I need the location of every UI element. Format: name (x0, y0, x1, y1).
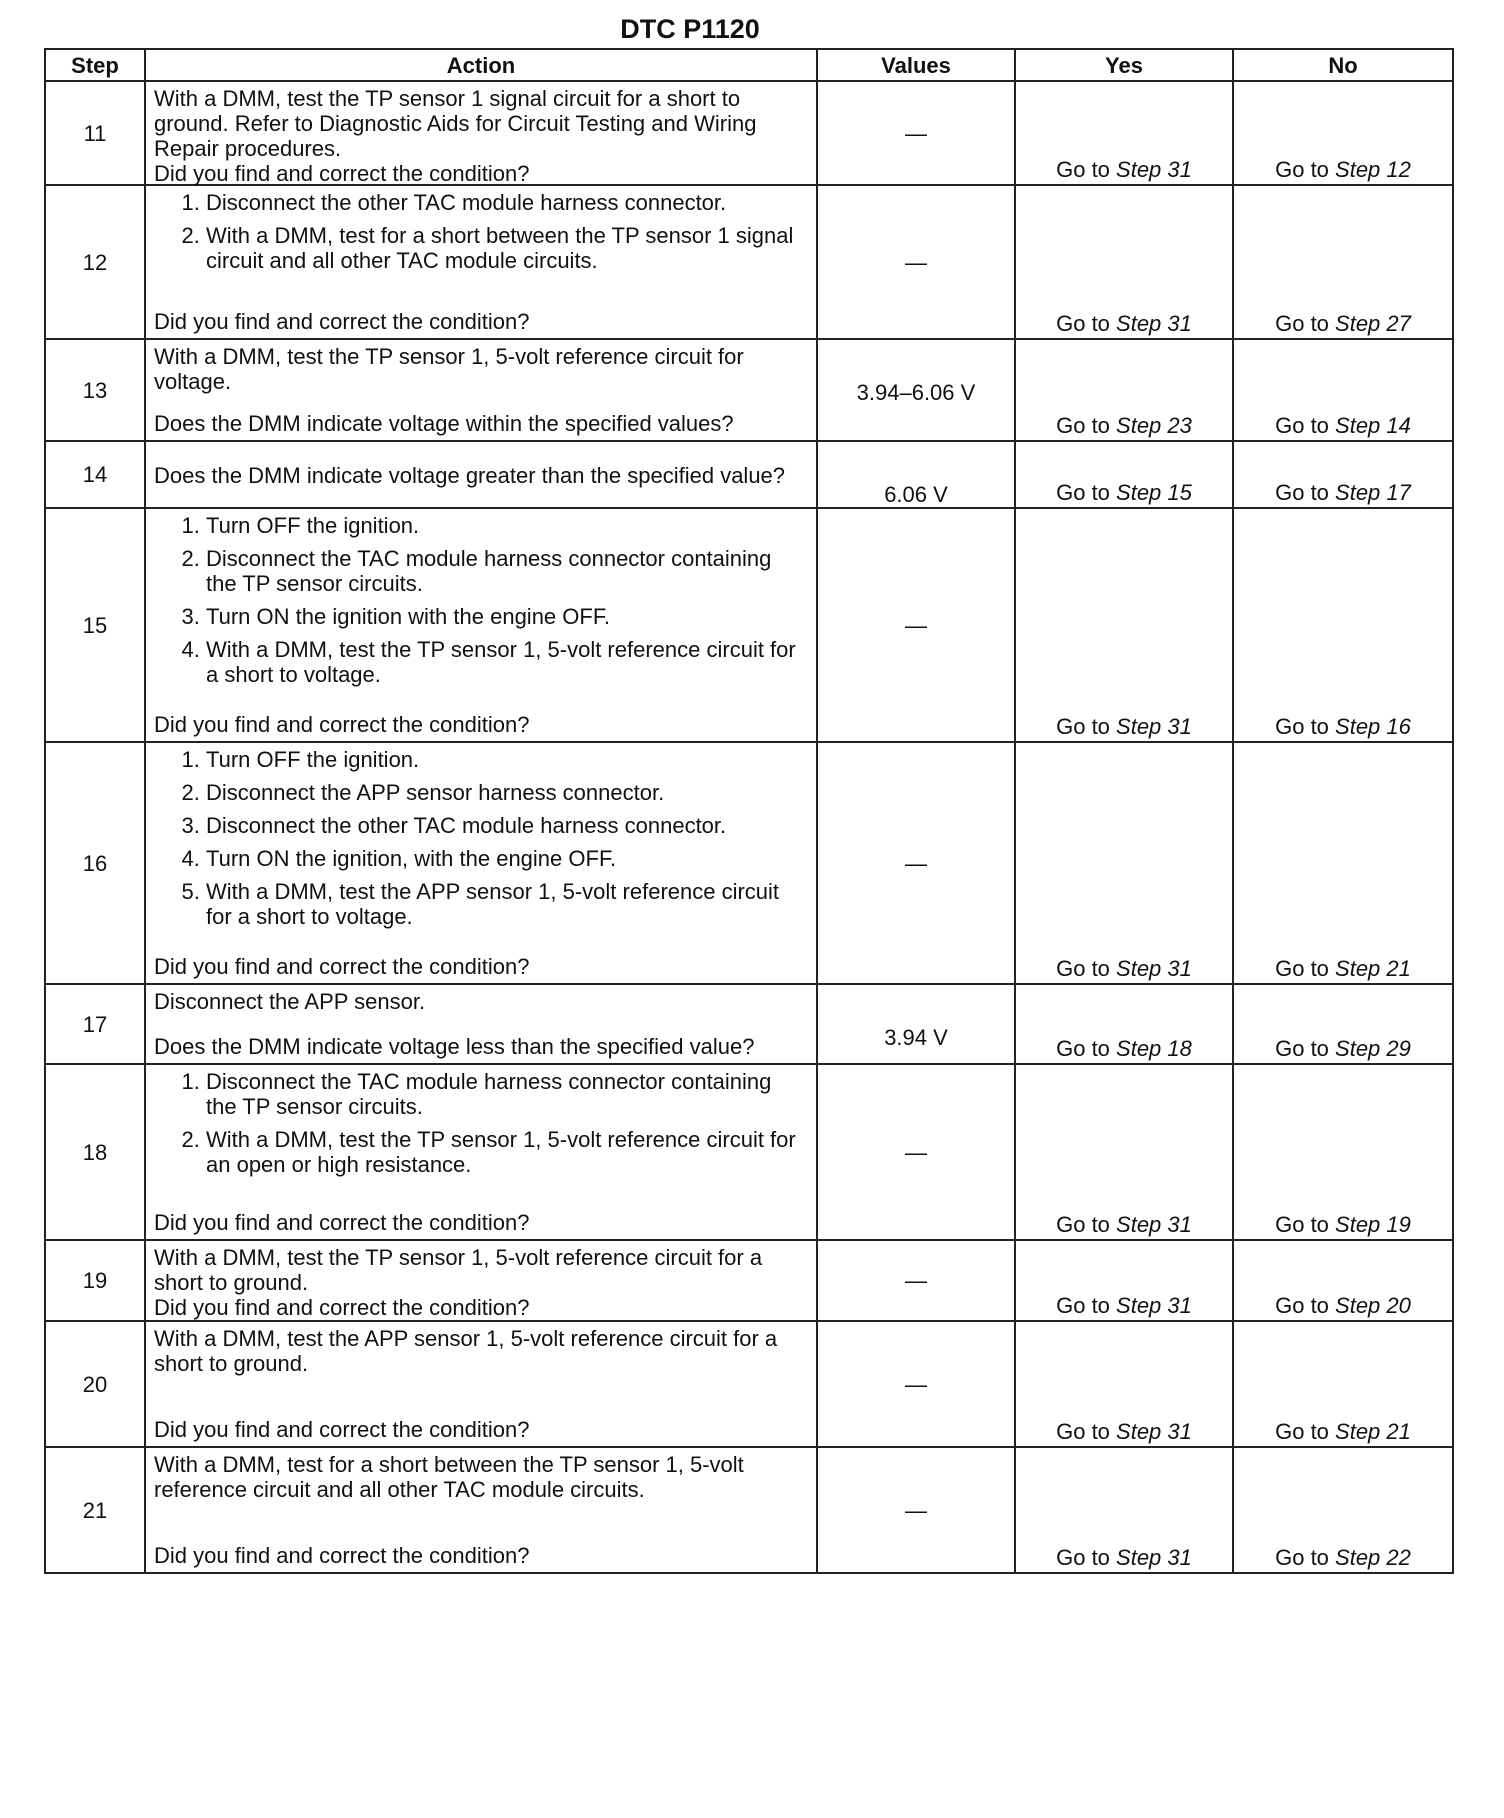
go-prefix: Go to (1275, 714, 1336, 739)
action-cell (145, 441, 817, 508)
step-number: 13 (45, 339, 145, 441)
values-cell: — (817, 1064, 1015, 1240)
table-row (45, 984, 1453, 1064)
go-prefix: Go to (1056, 1036, 1117, 1061)
no-goto (1233, 81, 1453, 185)
values-cell: 3.94 V (817, 984, 1015, 1064)
action-step-item: 1. Turn OFF the ignition. (206, 747, 808, 772)
action-step-item: 4. With a DMM, test the TP sensor 1, 5-volt reference circuit for a short to voltage. (206, 637, 808, 687)
no-goto (1233, 1447, 1453, 1573)
action-text: With a DMM, test the TP sensor 1, 5-volt reference circuit for a short to ground. (154, 1245, 763, 1295)
values-cell: — (817, 1447, 1015, 1573)
go-prefix: Go to (1056, 956, 1117, 981)
go-target-step: Step 21 (1335, 956, 1411, 981)
action-instructions (154, 344, 808, 411)
go-target-step: Step 31 (1116, 157, 1192, 182)
action-question: Does the DMM indicate voltage within the specified values? (154, 411, 734, 436)
step-number: 16 (45, 742, 145, 984)
values-cell: — (817, 1240, 1015, 1321)
values-cell: — (817, 81, 1015, 185)
values-cell: — (817, 742, 1015, 984)
yes-goto (1015, 984, 1233, 1064)
go-prefix: Go to (1275, 956, 1336, 981)
action-step-item: 2. Disconnect the TAC module harness connector containing the TP sensor circuits. (206, 546, 808, 596)
action-question: Does the DMM indicate voltage greater than the specified value? (154, 463, 786, 488)
step-number: 19 (45, 1240, 145, 1321)
action-instructions (154, 446, 808, 463)
yes-goto (1015, 508, 1233, 742)
action-instructions (154, 1326, 808, 1417)
action-question: Does the DMM indicate voltage less than the specified value? (154, 1034, 755, 1059)
go-prefix: Go to (1056, 1293, 1117, 1318)
step-number: 15 (45, 508, 145, 742)
action-instructions (154, 513, 808, 712)
action-cell (145, 1321, 817, 1447)
yes-goto (1015, 81, 1233, 185)
values-cell: — (817, 185, 1015, 339)
action-steps-list (154, 513, 808, 687)
action-question: Did you find and correct the condition? (154, 161, 530, 186)
action-instructions (154, 86, 808, 161)
values-cell: — (817, 508, 1015, 742)
table-row (45, 1240, 1453, 1321)
header-yes: Yes (1015, 49, 1233, 81)
action-cell (145, 339, 817, 441)
action-text: With a DMM, test for a short between the TP sensor 1, 5-volt reference circuit and all other TAC module circuits. (154, 1452, 744, 1502)
go-target-step: Step 12 (1335, 157, 1411, 182)
go-target-step: Step 31 (1116, 311, 1192, 336)
table-row (45, 81, 1453, 185)
action-step-item: 2. With a DMM, test for a short between the TP sensor 1 signal circuit and all other TAC module circuits. (206, 223, 808, 273)
yes-goto (1015, 1064, 1233, 1240)
table-row (45, 339, 1453, 441)
go-target-step: Step 31 (1116, 1293, 1192, 1318)
go-target-step: Step 31 (1116, 1212, 1192, 1237)
action-cell (145, 1064, 817, 1240)
action-instructions (154, 747, 808, 954)
values-cell: 6.06 V (817, 441, 1015, 508)
action-step-item: 1. Turn OFF the ignition. (206, 513, 808, 538)
action-step-item: 1. Disconnect the other TAC module harness connector. (206, 190, 808, 215)
action-cell (145, 185, 817, 339)
action-text: With a DMM, test the TP sensor 1, 5-volt reference circuit for voltage. (154, 344, 744, 394)
yes-goto (1015, 742, 1233, 984)
no-goto (1233, 1321, 1453, 1447)
go-prefix: Go to (1275, 480, 1336, 505)
header-values: Values (817, 49, 1015, 81)
action-step-item: 3. Disconnect the other TAC module harness connector. (206, 813, 808, 838)
page-title: DTC P1120 (620, 14, 760, 44)
action-steps-list (154, 190, 808, 273)
no-goto (1233, 1240, 1453, 1321)
action-question: Did you find and correct the condition? (154, 1543, 530, 1568)
no-goto (1233, 339, 1453, 441)
no-goto (1233, 742, 1453, 984)
action-instructions (154, 190, 808, 309)
yes-goto (1015, 1447, 1233, 1573)
step-number: 18 (45, 1064, 145, 1240)
go-prefix: Go to (1275, 311, 1336, 336)
table-row (45, 1447, 1453, 1573)
action-instructions (154, 989, 808, 1034)
action-cell (145, 984, 817, 1064)
yes-goto (1015, 185, 1233, 339)
step-number: 11 (45, 81, 145, 185)
go-target-step: Step 23 (1116, 413, 1192, 438)
yes-goto (1015, 1321, 1233, 1447)
go-prefix: Go to (1275, 1036, 1336, 1061)
action-steps-list (154, 747, 808, 929)
go-prefix: Go to (1056, 413, 1117, 438)
go-prefix: Go to (1275, 1293, 1336, 1318)
action-cell (145, 1240, 817, 1321)
table-row (45, 1064, 1453, 1240)
action-cell (145, 742, 817, 984)
action-step-item: 3. Turn ON the ignition with the engine OFF. (206, 604, 808, 629)
go-target-step: Step 31 (1116, 1419, 1192, 1444)
table-row (45, 441, 1453, 508)
action-cell (145, 1447, 817, 1573)
go-prefix: Go to (1056, 1212, 1117, 1237)
diagnostic-table (44, 48, 1454, 1574)
table-row (45, 1321, 1453, 1447)
no-goto (1233, 984, 1453, 1064)
step-number: 20 (45, 1321, 145, 1447)
header-row (45, 49, 1453, 81)
action-text: Disconnect the APP sensor. (154, 989, 426, 1014)
action-text: With a DMM, test the APP sensor 1, 5-volt reference circuit for a short to ground. (154, 1326, 778, 1376)
go-target-step: Step 22 (1335, 1545, 1411, 1570)
yes-goto (1015, 339, 1233, 441)
go-target-step: Step 31 (1116, 956, 1192, 981)
go-target-step: Step 21 (1335, 1419, 1411, 1444)
action-cell (145, 508, 817, 742)
action-instructions (154, 1452, 808, 1543)
go-prefix: Go to (1275, 413, 1336, 438)
action-step-item: 2. With a DMM, test the TP sensor 1, 5-volt reference circuit for an open or high resistance. (206, 1127, 808, 1177)
go-prefix: Go to (1056, 480, 1117, 505)
go-target-step: Step 31 (1116, 714, 1192, 739)
action-step-item: 5. With a DMM, test the APP sensor 1, 5-volt reference circuit for a short to voltage. (206, 879, 808, 929)
go-prefix: Go to (1275, 1545, 1336, 1570)
action-instructions (154, 1069, 808, 1210)
go-target-step: Step 17 (1335, 480, 1411, 505)
go-target-step: Step 31 (1116, 1545, 1192, 1570)
go-target-step: Step 19 (1335, 1212, 1411, 1237)
action-question: Did you find and correct the condition? (154, 954, 530, 979)
values-cell: — (817, 1321, 1015, 1447)
go-prefix: Go to (1056, 1419, 1117, 1444)
action-question: Did you find and correct the condition? (154, 712, 530, 737)
action-question: Did you find and correct the condition? (154, 1417, 530, 1442)
go-target-step: Step 16 (1335, 714, 1411, 739)
action-question: Did you find and correct the condition? (154, 1210, 530, 1235)
header-action: Action (145, 49, 817, 81)
header-step: Step (45, 49, 145, 81)
go-prefix: Go to (1056, 311, 1117, 336)
go-target-step: Step 20 (1335, 1293, 1411, 1318)
action-question: Did you find and correct the condition? (154, 309, 530, 334)
yes-goto (1015, 1240, 1233, 1321)
go-prefix: Go to (1056, 1545, 1117, 1570)
no-goto (1233, 508, 1453, 742)
no-goto (1233, 185, 1453, 339)
action-question: Did you find and correct the condition? (154, 1295, 530, 1320)
go-prefix: Go to (1275, 1212, 1336, 1237)
go-prefix: Go to (1056, 157, 1117, 182)
go-target-step: Step 18 (1116, 1036, 1192, 1061)
action-cell (145, 81, 817, 185)
action-steps-list (154, 1069, 808, 1177)
step-number: 14 (45, 441, 145, 508)
yes-goto (1015, 441, 1233, 508)
action-text: With a DMM, test the TP sensor 1 signal circuit for a short to ground. Refer to Diagnostic Aids for Circuit Testing and Wiring Repair procedures. (154, 86, 757, 161)
no-goto (1233, 441, 1453, 508)
step-number: 17 (45, 984, 145, 1064)
table-row (45, 742, 1453, 984)
action-instructions (154, 1245, 808, 1295)
header-no: No (1233, 49, 1453, 81)
values-cell: 3.94–6.06 V (817, 339, 1015, 441)
table-row (45, 185, 1453, 339)
go-target-step: Step 27 (1335, 311, 1411, 336)
go-target-step: Step 29 (1335, 1036, 1411, 1061)
go-prefix: Go to (1275, 1419, 1336, 1444)
step-number: 21 (45, 1447, 145, 1573)
no-goto (1233, 1064, 1453, 1240)
go-target-step: Step 14 (1335, 413, 1411, 438)
action-step-item: 1. Disconnect the TAC module harness connector containing the TP sensor circuits. (206, 1069, 808, 1119)
go-prefix: Go to (1275, 157, 1336, 182)
table-row (45, 508, 1453, 742)
action-step-item: 2. Disconnect the APP sensor harness connector. (206, 780, 808, 805)
step-number: 12 (45, 185, 145, 339)
action-step-item: 4. Turn ON the ignition, with the engine OFF. (206, 846, 808, 871)
go-target-step: Step 15 (1116, 480, 1192, 505)
go-prefix: Go to (1056, 714, 1117, 739)
